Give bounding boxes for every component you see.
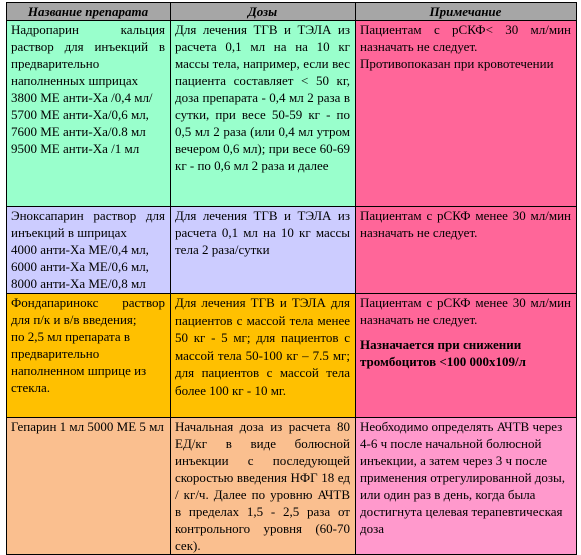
drug-dosage-table <box>6 2 577 555</box>
drug-cell <box>7 21 171 207</box>
drug-strength: 8000 анти-Ха МЕ/0,8 мл <box>11 276 146 291</box>
note-cell <box>356 21 577 207</box>
drug-description: Фондапаринокс раствор для п/к и в/в введения; <box>11 295 165 327</box>
doses-cell: Для лечения ТГВ и ТЭЛА из расчета 0,1 мл на на 10 кг массы тела, например, если вес пациента составляет < 50 кг, доза препарата - 0,4 мл 2 раза в сутки, при весе 50-59 кг - по 0,5 мл 2 раза (или 0,4 мл утром вечером 0,6 мл); при весе 60-69 кг - по 0,6 мл 2 раза и далее <box>171 21 356 207</box>
note-text: Противопоказан при кровотечении <box>360 56 554 71</box>
note-text: Пациентам с рСКФ менее 30 мл/мин назначать не следует. <box>360 295 571 327</box>
note-text: Пациентам с рСКФ менее 30 мл/мин назначать не следует. <box>360 208 571 240</box>
note-cell <box>356 418 577 555</box>
table-row <box>7 294 577 418</box>
table-header-row <box>7 3 577 21</box>
drug-strength: 5700 МЕ анти-Ха/0,6 мл, <box>11 107 149 122</box>
drug-description: Эноксапарин раствор для инъекций в шприцах <box>11 208 165 240</box>
header-doses: Дозы <box>171 3 356 21</box>
doses-cell: Начальная доза из расчета 80 ЕД/кг в виде болюсной инъекции с последующей скоростью введения НФГ 18 ед / кг/ч. Далее по уровню АЧТВ в пределах 1,5 - 2,5 раза от контрольного уровня (60-70 сек). <box>171 418 356 555</box>
drug-strength: 7600 МЕ анти-Ха/0.8 мл <box>11 124 146 139</box>
table-row <box>7 207 577 294</box>
drug-cell <box>7 207 171 294</box>
drug-packaging: по 2,5 мл препарата в предварительно наполненном шприце из стекла. <box>11 329 147 395</box>
drug-strength: 9500 МЕ анти-Ха /1 мл <box>11 141 140 156</box>
drug-strength: 4000 анти-Ха МЕ/0,4 мл, <box>11 242 149 257</box>
note-emphasis: Назначается при снижении тромбоцитов <100 000х109/л <box>360 337 526 369</box>
note-cell <box>356 294 577 418</box>
note-text: Необходимо определять АЧТВ через 4-6 ч после начальной болюсной инъекции, а затем через 3 ч после применения отрегулированной дозы, или один раз в день, когда была достигнута целевая терапевтическая доза <box>360 419 566 536</box>
note-text: Пациентам с рСКФ< 30 мл/мин назначать не следует. <box>360 22 571 54</box>
drug-description: Надропарин кальция раствор для инъекций в предварительно наполненных шприцах <box>11 22 165 88</box>
drug-strength: 6000 анти-Ха МЕ/0,6 мл, <box>11 259 149 274</box>
doses-cell: Для лечения ТГВ и ТЭЛА из расчета 0,1 мл на 10 кг массы тела 2 раза/сутки <box>171 207 356 294</box>
header-drug-name: Название препарата <box>7 3 171 21</box>
header-note: Примечание <box>356 3 577 21</box>
drug-description: Гепарин 1 мл 5000 МЕ 5 мл <box>11 419 164 434</box>
doses-cell: Для лечения ТГВ и ТЭЛА для пациентов с массой тела менее 50 кг - 5 мг; для пациентов с массой тела 50-100 кг – 7.5 мг; для пациентов с массой тела более 100 кг - 10 мг. <box>171 294 356 418</box>
spacer <box>360 328 571 336</box>
drug-cell <box>7 418 171 555</box>
drug-strength: 3800 МЕ анти-Ха /0,4 мл/ <box>11 90 153 105</box>
table-row <box>7 418 577 555</box>
drug-cell <box>7 294 171 418</box>
table-row <box>7 21 577 207</box>
note-cell <box>356 207 577 294</box>
